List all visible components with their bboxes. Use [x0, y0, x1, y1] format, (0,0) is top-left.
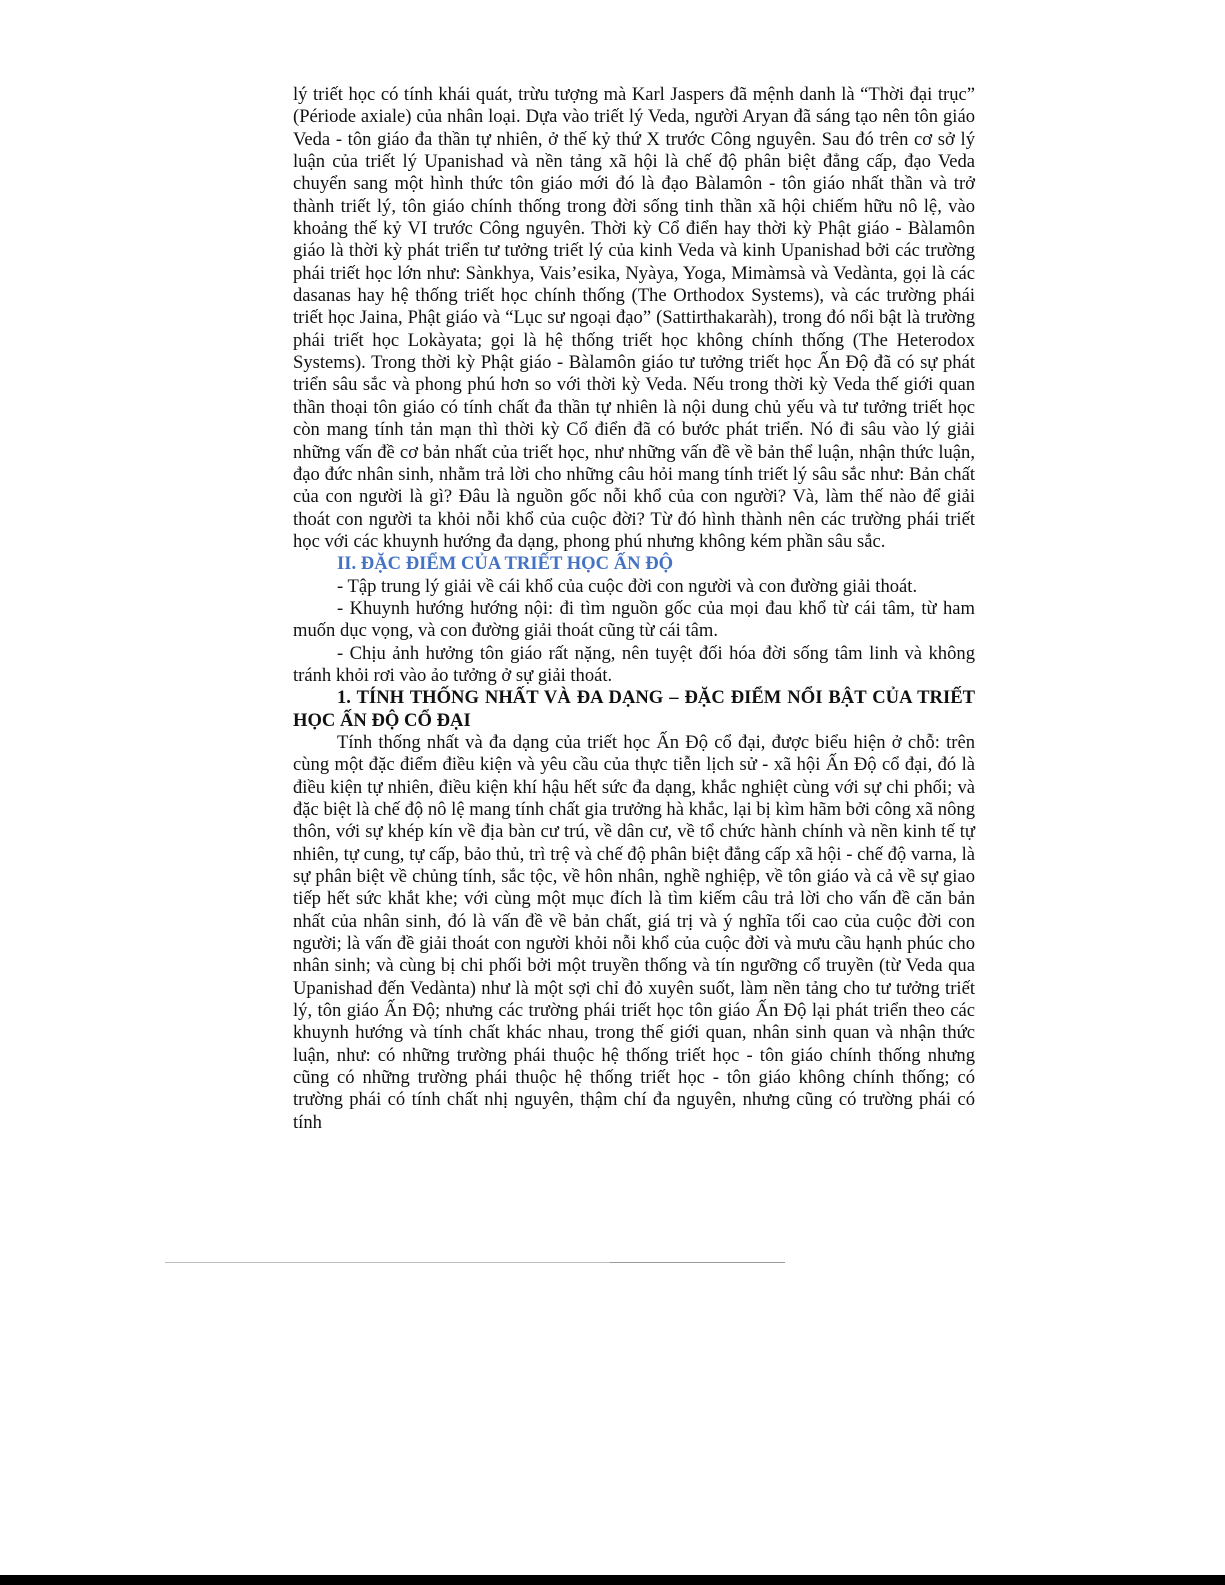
- bottom-edge-bar: [0, 1575, 1225, 1585]
- bullet-item-religion: - Chịu ảnh hưởng tôn giáo rất nặng, nên tuyệt đối hóa đời sống tâm linh và không tránh khỏi rơi vào ảo tưởng ở sự giải thoát.: [293, 642, 975, 686]
- document-page: [293, 84, 975, 1134]
- section-heading-characteristics: II. ĐẶC ĐIỂM CỦA TRIẾT HỌC ẤN ĐỘ: [337, 553, 674, 575]
- bullet-item-suffering: - Tập trung lý giải về cái khổ của cuộc đời con người và con đường giải thoát.: [337, 575, 918, 597]
- footer-divider-accent: [610, 1262, 785, 1263]
- body-paragraph-intro: lý triết học có tính khái quát, trừu tượng mà Karl Jaspers đã mệnh danh là “Thời đại trục” (Période axiale) của nhân loại. Dựa vào triết lý Veda, người Aryan đã sáng tạo nên tôn giáo Veda - tôn giáo đa thần tự nhiên, ở thế kỷ thứ X trước Công nguyên. Sau đó trên cơ sở lý luận của triết lý Upanishad và nền tảng xã hội là chế độ phân biệt đẳng cấp, đạo Veda chuyển sang một hình thức tôn giáo mới đó là đạo Bàlamôn - tôn giáo nhất thần và trở thành triết lý, tôn giáo chính thống trong đời sống tinh thần xã hội chiếm hữu nô lệ, vào khoảng thế kỷ VI trước Công nguyên. Thời kỳ Cổ điển hay thời kỳ Phật giáo - Bàlamôn giáo là thời kỳ phát triển tư tưởng triết lý của kinh Veda và kinh Upanishad bởi các trường phái triết học lớn như: Sànkhya, Vais’esika, Nyàya, Yoga, Mimàmsà và Vedànta, gọi là các dasanas hay hệ thống triết học chính thống (The Orthodox Systems), và các trường phái triết học Jaina, Phật giáo và “Lục sư ngoại đạo” (Sattirthakaràh), trong đó nổi bật là trường phái triết học Lokàyata; gọi là hệ thống triết học không chính thống (The Heterodox Systems). Trong thời kỳ Phật giáo - Bàlamôn giáo tư tưởng triết học Ấn Độ đã có sự phát triển sâu sắc và phong phú hơn so với thời kỳ Veda. Nếu trong thời kỳ Veda thế giới quan thần thoại tôn giáo có tính chất đa thần tự nhiên là nội dung chủ yếu và tư tưởng triết học còn mang tính tản mạn thì thời kỳ Cổ điển đã có bước phát triển. Nó đi sâu vào lý giải những vấn đề cơ bản nhất của triết học, như những vấn đề về bản thể luận, nhận thức luận, đạo đức nhân sinh, nhằm trả lời cho những câu hỏi mang tính triết lý sâu sắc như: Bản chất của con người là gì? Đâu là nguồn gốc nỗi khổ của con người? Và, làm thế nào để giải thoát con người ta khỏi nỗi khổ của cuộc đời? Từ đó hình thành nên các trường phái triết học với các khuynh hướng đa dạng, phong phú nhưng không kém phần sâu sắc.: [293, 84, 975, 552]
- body-paragraph-unity: Tính thống nhất và đa dạng của triết học Ấn Độ cổ đại, được biểu hiện ở chỗ: trên cùng một đặc điểm điều kiện và yêu cầu của thực tiễn lịch sử - xã hội Ấn Độ cổ đại, đó là điều kiện tự nhiên, điều kiện khí hậu hết sức đa dạng, khắc nghiệt cùng với sự chi phối; và đặc biệt là chế độ nô lệ mang tính chất gia trưởng hà khắc, lại bị kìm hãm bởi công xã nông thôn, với sự khép kín về địa bàn cư trú, về dân cư, về tổ chức hành chính và nền kinh tế tự nhiên, tự cung, tự cấp, bảo thủ, trì trệ và chế độ phân biệt đẳng cấp xã hội - chế độ varna, là sự phân biệt về chủng tính, sắc tộc, về hôn nhân, nghề nghiệp, về tôn giáo và cả về sự giao tiếp hết sức khắt khe; với cùng một mục đích là tìm kiếm câu trả lời cho vấn đề căn bản nhất của nhân sinh, đó là vấn đề về bản chất, giá trị và ý nghĩa tối cao của cuộc đời con người; là vấn đề giải thoát con người khỏi nỗi khổ của cuộc đời và mưu cầu hạnh phúc cho nhân sinh; và cùng bị chi phối bởi một truyền thống và tín ngưỡng cổ truyền (từ Veda qua Upanishad đến Vedànta) như là một sợi chỉ đỏ xuyên suốt, làm nền tảng cho tư tưởng triết lý, tôn giáo Ấn Độ; nhưng các trường phái triết học tôn giáo Ấn Độ lại phát triển theo các khuynh hướng và tính chất khác nhau, trong thế giới quan, nhân sinh quan và nhận thức luận, như: có những trường phái thuộc hệ thống triết học - tôn giáo chính thống nhưng cũng có những trường phái thuộc hệ thống triết học - tôn giáo không chính thống; có trường phái có tính chất nhị nguyên, thậm chí đa nguyên, nhưng cũng có trường phái có tính: [293, 731, 975, 1133]
- bullet-item-inward: - Khuynh hướng hướng nội: đi tìm nguồn gốc của mọi đau khổ từ cái tâm, từ ham muốn dục vọng, và con đường giải thoát cũng từ cái tâm.: [293, 597, 975, 642]
- subsection-heading-unity-diversity: 1. TÍNH THỐNG NHẤT VÀ ĐA DẠNG – ĐẶC ĐIỂM NỔI BẬT CỦA TRIẾT HỌC ẤN ĐỘ CỔ ĐẠI: [293, 687, 975, 731]
